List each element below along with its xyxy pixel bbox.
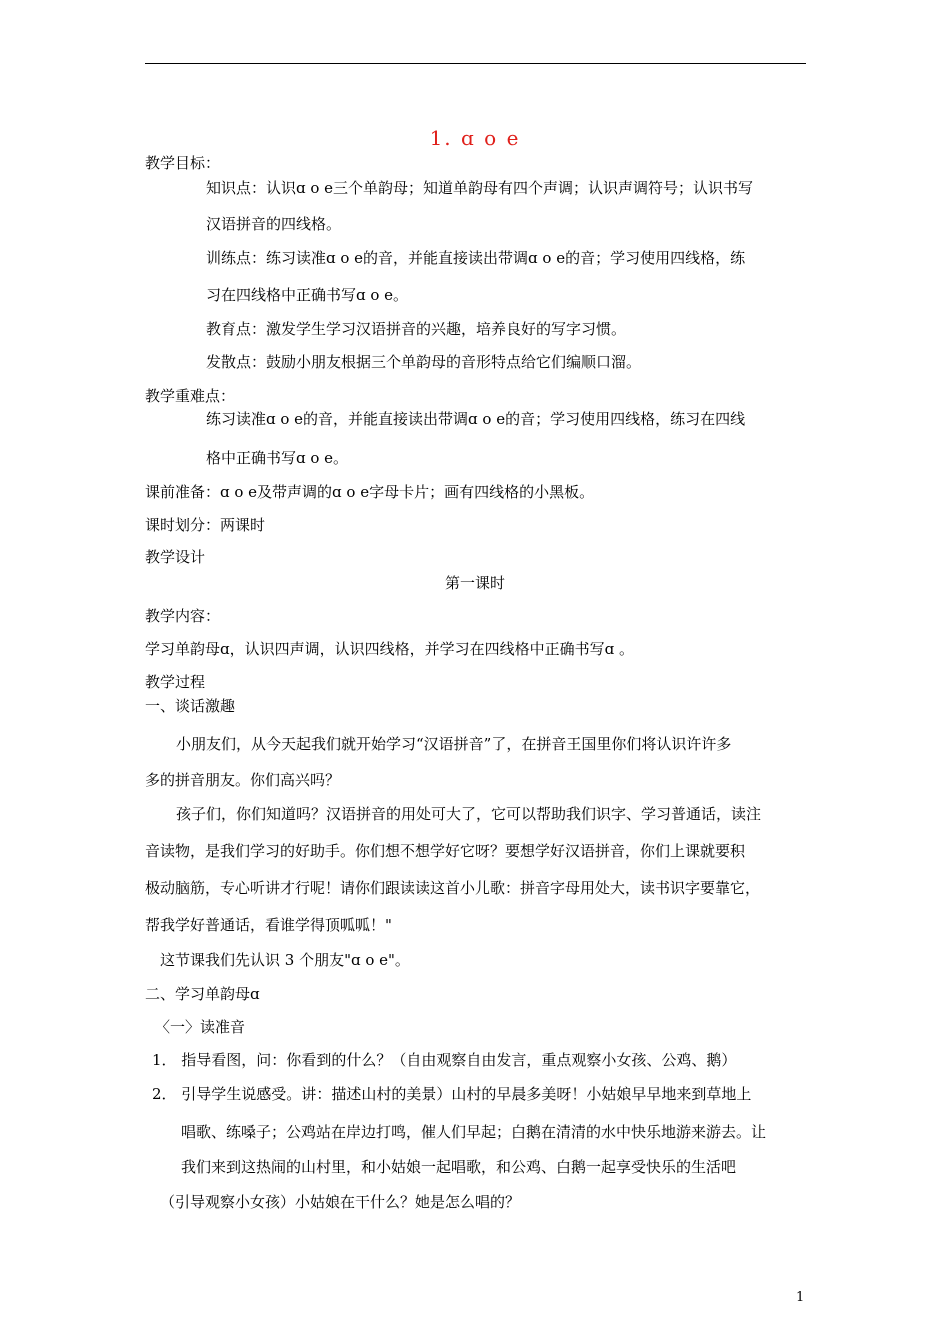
heading-objectives: 教学目标： — [145, 154, 221, 172]
paragraph-2-line-4: 帮我学好普通话，看谁学得顶呱呱！" — [145, 916, 392, 934]
page-number: 1 — [796, 1290, 805, 1305]
paragraph-2-line-2: 音读物，是我们学习的好助手。你们想不想学好它呀？要想学好汉语拼音，你们上课就要积 — [145, 842, 746, 860]
paragraph-2-line-3: 极动脑筋，专心听讲才行呢！请你们跟读读这首小儿歌：拼音字母用处大，读书识字要靠它， — [145, 879, 761, 897]
heading-design: 教学设计 — [145, 548, 206, 566]
paragraph-2-line-1: 孩子们，你们知道吗？汉语拼音的用处可大了，它可以帮助我们识字、学习普通话，读注 — [176, 805, 762, 823]
paragraph-1-line-1: 小朋友们，从今天起我们就开始学习“汉语拼音”了，在拼音王国里你们将认识许许多 — [176, 735, 732, 753]
lesson-title: 1. ɑ o e — [429, 126, 521, 150]
heading-process: 教学过程 — [145, 673, 206, 691]
paragraph-1-line-2: 多的拼音朋友。你们高兴吗？ — [145, 771, 341, 789]
section-two-heading: 二、学习单韵母ɑ — [145, 985, 260, 1003]
content-text: 学习单韵母ɑ，认识四声调，认识四线格，并学习在四线格中正确书写ɑ 。 — [145, 640, 634, 658]
step-2-line-4: （引导观察小女孩）小姑娘在干什么？她是怎么唱的？ — [160, 1193, 521, 1211]
time-allocation: 课时划分：两课时 — [145, 516, 266, 534]
key-points-text-cont: 格中正确书写ɑ o e。 — [206, 449, 349, 467]
objective-education: 教育点：激发学生学习汉语拼音的兴趣，培养良好的写字习惯。 — [206, 320, 627, 338]
step-2-line-1: 2． 引导学生说感受。讲：描述山村的美景）山村的早晨多美呀！小姑娘早早地来到草地上 — [152, 1085, 752, 1103]
header-rule — [145, 63, 806, 64]
objective-divergent: 发散点：鼓励小朋友根据三个单韵母的音形特点给它们编顺口溜。 — [206, 353, 642, 371]
paragraph-3: 这节课我们先认识 3 个朋友"ɑ o e"。 — [160, 951, 410, 969]
step-2-line-2: 唱歌、练嗓子；公鸡站在岸边打鸣，催人们早起；白鹅在清清的水中快乐地游来游去。让 — [181, 1123, 767, 1141]
subsection-heading: 〈一〉读准音 — [155, 1018, 246, 1036]
objective-training: 训练点：练习读准ɑ o e的音，并能直接读出带调ɑ o e的音；学习使用四线格，练 — [206, 249, 746, 267]
objective-training-cont: 习在四线格中正确书写ɑ o e。 — [206, 286, 409, 304]
objective-knowledge-cont: 汉语拼音的四线格。 — [206, 215, 342, 233]
step-1: 1． 指导看图，问：你看到的什么？（自由观察自由发言，重点观察小女孩、公鸡、鹅） — [152, 1051, 737, 1069]
objective-knowledge: 知识点：认识ɑ o e三个单韵母；知道单韵母有四个声调；认识声调符号；认识书写 — [206, 179, 754, 197]
section-one-heading: 一、谈话激趣 — [145, 697, 236, 715]
key-points-text: 练习读准ɑ o e的音，并能直接读出带调ɑ o e的音；学习使用四线格，练习在四线 — [206, 410, 746, 428]
heading-content: 教学内容： — [145, 607, 221, 625]
step-2-line-3: 我们来到这热闹的山村里，和小姑娘一起唱歌，和公鸡、白鹅一起享受快乐的生活吧 — [181, 1158, 737, 1176]
heading-key-points: 教学重难点： — [145, 387, 236, 405]
preparation: 课前准备：ɑ o e及带声调的ɑ o e字母卡片；画有四线格的小黑板。 — [145, 483, 595, 501]
first-lesson-heading: 第一课时 — [444, 574, 505, 592]
